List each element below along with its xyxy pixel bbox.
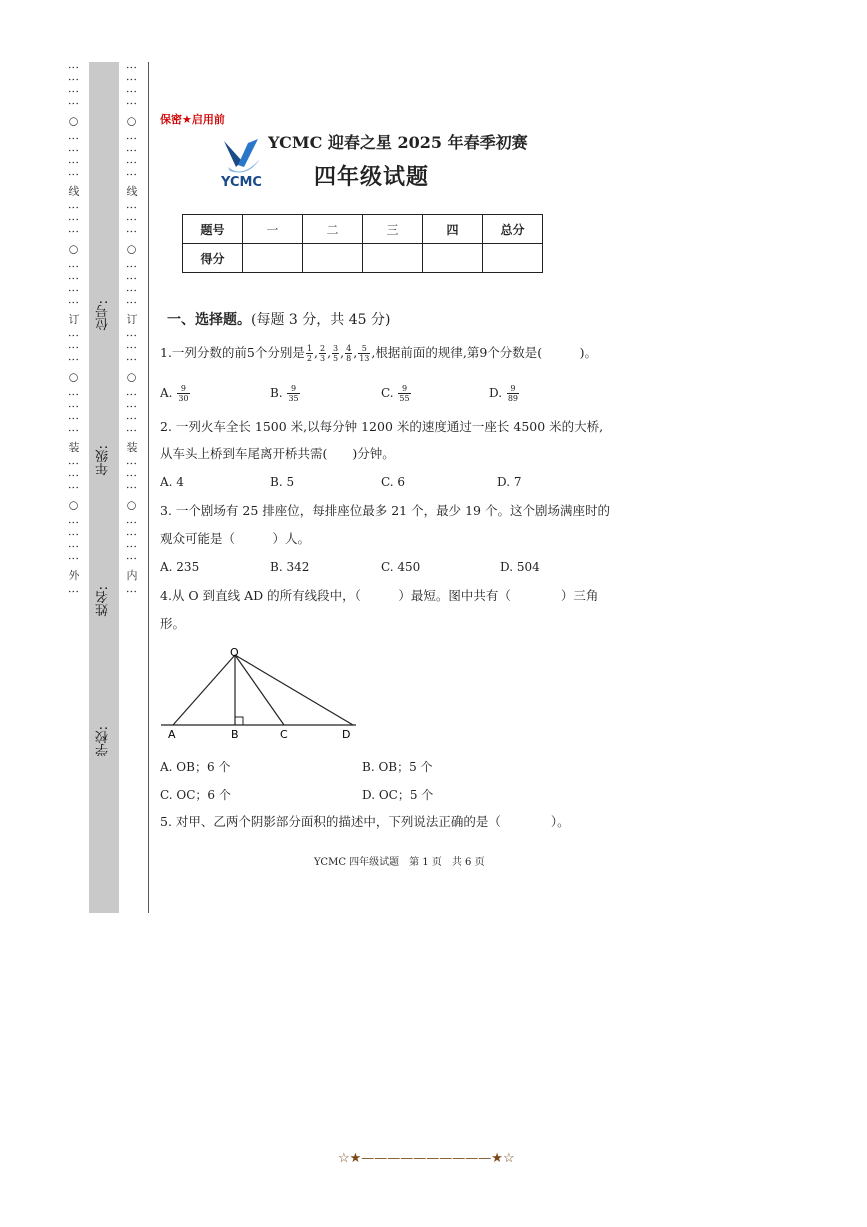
q2-option-c[interactable]: C. 6: [381, 475, 406, 489]
q4-option-a[interactable]: A. OB；6 个: [160, 760, 231, 774]
outer-dotted-margin: ⋮⋮⋮⋮ ○ ⋮⋮⋮⋮ 线 ⋮⋮⋮ ○ ⋮⋮⋮⋮ 订 ⋮⋮⋮ ○ ⋮⋮⋮⋮ 装 ⋮⋮⋮ ○ ⋮⋮⋮⋮ 外 ⋮: [67, 62, 80, 598]
table-cell: 题号: [183, 215, 243, 244]
table-cell: 总分: [483, 215, 543, 244]
q1-option-a[interactable]: A. $\frac{9}{30}$: [160, 384, 189, 403]
score-table: [182, 214, 543, 273]
question-3-line-2: 观众可能是（ ）人。: [160, 531, 311, 546]
table-cell: 得分: [183, 244, 243, 273]
q3-option-b[interactable]: B. 342: [270, 560, 310, 574]
label-c: C: [280, 728, 288, 741]
name-field[interactable]: 姓名:: [96, 586, 111, 617]
seat-field[interactable]: 位号:: [96, 300, 111, 331]
school-field[interactable]: 学校:: [96, 726, 111, 757]
q2-option-b[interactable]: B. 5: [270, 475, 295, 489]
q1-option-d[interactable]: D. $\frac{9}{89}$: [489, 384, 519, 403]
score-input-cell[interactable]: [243, 244, 303, 273]
table-cell: 一: [243, 215, 303, 244]
score-input-cell[interactable]: [423, 244, 483, 273]
table-cell: 四: [423, 215, 483, 244]
q2-option-d[interactable]: D. 7: [497, 475, 522, 489]
confidential-label: 保密★启用前: [160, 113, 225, 126]
table-cell: 二: [303, 215, 363, 244]
q1-option-b[interactable]: B. $\frac{9}{35}$: [270, 384, 299, 403]
q1-option-c[interactable]: C. $\frac{9}{55}$: [381, 384, 410, 403]
question-4-line-2: 形。: [160, 616, 186, 631]
question-1: 1.一列分数的前5个分别是 $\frac{1}{2}$ , $\frac{2}{3}$ , $\frac{3}{5}$ , $\frac{4}{8}$ , $\frac{5}{13}$ ,根据前面的规律,第9个分数是( )。: [160, 344, 598, 363]
ycmc-logo: [218, 137, 268, 189]
score-table-header-row: [183, 215, 543, 244]
question-5: 5. 对甲、乙两个阴影部分面积的描述中，下列说法正确的是（ ）。: [160, 814, 570, 829]
label-d: D: [342, 728, 351, 741]
q4-option-c[interactable]: C. OC；6 个: [160, 788, 231, 802]
grade-field[interactable]: 年级:: [96, 445, 111, 476]
q4-option-d[interactable]: D. OC；5 个: [362, 788, 434, 802]
exam-subtitle: 四年级试题: [314, 164, 430, 190]
score-table-score-row: [183, 244, 543, 273]
q3-option-c[interactable]: C. 450: [381, 560, 421, 574]
section-heading: 一、选择题。(每题 3 分，共 45 分): [167, 312, 391, 328]
label-o: O: [230, 646, 239, 659]
table-cell: 三: [363, 215, 423, 244]
exam-title: YCMC 迎春之星 2025 年春季初赛: [268, 133, 528, 152]
q3-option-a[interactable]: A. 235: [160, 560, 200, 574]
question-4-line-1: 4.从 O 到直线 AD 的所有线段中，（ ）最短。图中共有（ ）三角: [160, 588, 599, 603]
label-b: B: [231, 728, 239, 741]
question-2-line-2: 从车头上桥到车尾离开桥共需( )分钟。: [160, 446, 395, 461]
page-footer: YCMC 四年级试题 第 1 页 共 6 页: [314, 857, 485, 868]
triangle-figure: [158, 645, 358, 741]
logo-text: YCMC: [221, 175, 262, 189]
question-2-line-1: 2. 一列火车全长 1500 米,以每分钟 1200 米的速度通过一座长 4500 米的大桥,: [160, 419, 604, 434]
bottom-star-divider: ☆★——————————★☆: [338, 1151, 515, 1166]
score-input-cell[interactable]: [363, 244, 423, 273]
margin-divider-line: [148, 62, 149, 913]
binding-info-bar: [89, 62, 119, 913]
score-input-cell[interactable]: [303, 244, 363, 273]
q4-option-b[interactable]: B. OB；5 个: [362, 760, 433, 774]
inner-dotted-margin: ⋮⋮⋮⋮ ○ ⋮⋮⋮⋮ 线 ⋮⋮⋮ ○ ⋮⋮⋮⋮ 订 ⋮⋮⋮ ○ ⋮⋮⋮⋮ 装 ⋮⋮⋮ ○ ⋮⋮⋮⋮ 内 ⋮: [125, 62, 138, 598]
q3-option-d[interactable]: D. 504: [500, 560, 540, 574]
score-input-cell[interactable]: [483, 244, 543, 273]
label-a: A: [168, 728, 176, 741]
q2-option-a[interactable]: A. 4: [160, 475, 184, 489]
question-3-line-1: 3. 一个剧场有 25 排座位，每排座位最多 21 个，最少 19 个。这个剧场满座时的: [160, 503, 610, 518]
